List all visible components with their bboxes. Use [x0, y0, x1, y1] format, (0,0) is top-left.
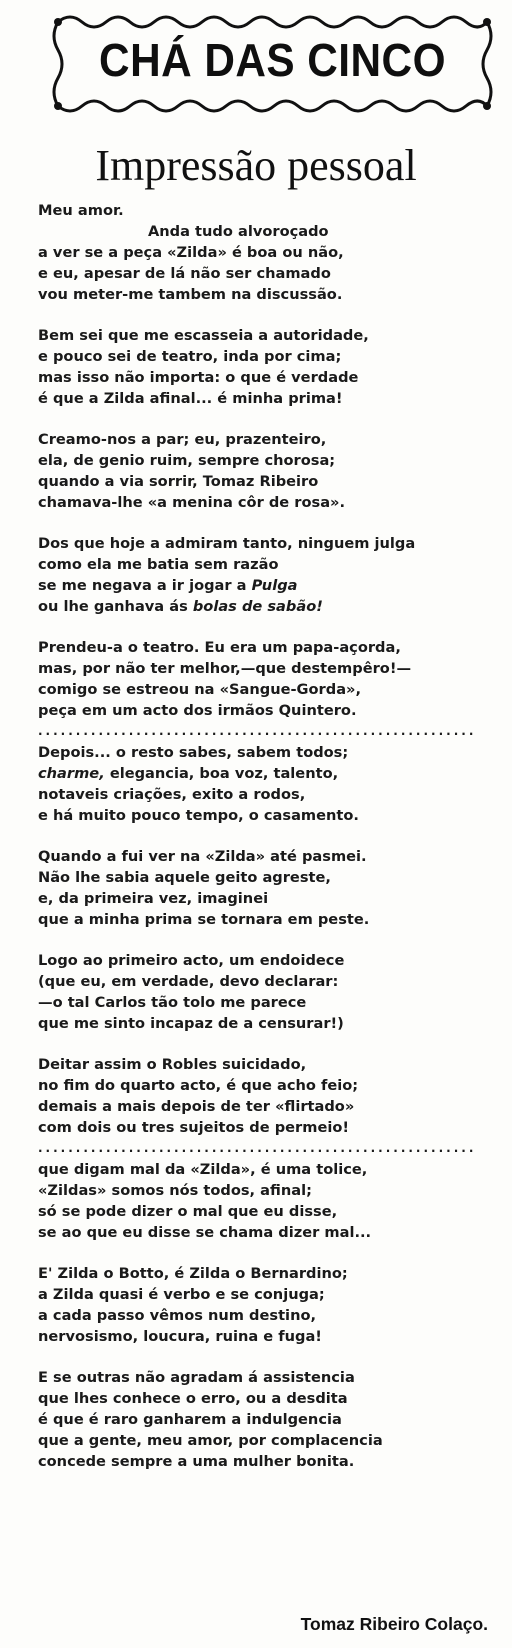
verse-line: e, da primeira vez, imaginei [38, 890, 269, 907]
verse-line: que digam mal da «Zilda», é uma tolice, [38, 1161, 368, 1178]
verse-line: E se outras não agradam á assistencia [38, 1369, 355, 1386]
author-signature: Tomaz Ribeiro Colaço. [300, 1614, 488, 1634]
verse-line: nervosismo, loucura, ruina e fuga! [38, 1328, 322, 1345]
verse-line: a ver se a peça «Zilda» é boa ou não, [38, 244, 344, 261]
verse-line: como ela me batia sem razão [38, 556, 279, 573]
verse-line: peça em um acto dos irmãos Quintero. [38, 702, 357, 719]
verse-line: E' Zilda o Botto, é Zilda o Bernardino; [38, 1265, 348, 1282]
verse-line: mas isso não importa: o que é verdade [38, 369, 359, 386]
verse-line: com dois ou tres sujeitos de permeio! [38, 1119, 350, 1136]
verse-line: é que a Zilda afinal... é minha prima! [38, 390, 343, 407]
verse-line: que a minha prima se tornara em peste. [38, 911, 370, 928]
poem-body [38, 200, 478, 1472]
verse-line: é que é raro ganharem a indulgencia [38, 1411, 342, 1428]
verse-line: no fim do quarto acto, é que acho feio; [38, 1077, 359, 1094]
italic-charme: charme, [38, 765, 105, 782]
verse-line: que lhes conhece o erro, ou a desdita [38, 1390, 348, 1407]
verse-line: charme, elegancia, boa voz, talento, [38, 765, 339, 782]
verse-line: ou lhe ganhava ás bolas de sabão! [38, 598, 323, 615]
verse-line: Deitar assim o Robles suicidado, [38, 1056, 307, 1073]
verse-line: chamava-lhe «a menina côr de rosa». [38, 494, 346, 511]
verse-line: quando a via sorrir, Tomaz Ribeiro [38, 473, 319, 490]
verse-line: que a gente, meu amor, por complacencia [38, 1432, 383, 1449]
verse-line: Creamo-nos a par; eu, prazenteiro, [38, 431, 327, 448]
italic-bolas: bolas de sabão! [192, 598, 323, 615]
verse-line: e há muito pouco tempo, o casamento. [38, 807, 359, 824]
verse-line: vou meter-me tambem na discussão. [38, 286, 343, 303]
article-headline: Impressão pessoal [95, 141, 417, 190]
verse-line: Prendeu-a o teatro. Eu era um papa-açorda, [38, 639, 401, 656]
verse-line: Logo ao primeiro acto, um endoidece [38, 952, 345, 969]
italic-pulga: Pulga [251, 577, 298, 594]
verse-line: a Zilda quasi é verbo e se conjuga; [38, 1286, 325, 1303]
verse-line: se me negava a ir jogar a Pulga [38, 577, 298, 594]
verse-line: e eu, apesar de lá não ser chamado [38, 265, 331, 282]
verse-line: «Zildas» somos nós todos, afinal; [38, 1182, 312, 1199]
verse-line: comigo se estreou na «Sangue-Gorda», [38, 681, 362, 698]
verse-line: a cada passo vêmos num destino, [38, 1307, 317, 1324]
verse-line: notaveis criações, exito a rodos, [38, 786, 306, 803]
verse-line: Quando a fui ver na «Zilda» até pasmei. [38, 848, 367, 865]
verse-line: —o tal Carlos tão tolo me parece [38, 994, 307, 1011]
verse-line: Depois... o resto sabes, sabem todos; [38, 744, 349, 761]
verse-line: e pouco sei de teatro, inda por cima; [38, 348, 342, 365]
verse-line: que me sinto incapaz de a censurar!) [38, 1015, 344, 1032]
masthead [50, 8, 495, 120]
verse-line: só se pode dizer o mal que eu disse, [38, 1203, 338, 1220]
verse-line: Não lhe sabia aquele geito agreste, [38, 869, 331, 886]
verse-line: Dos que hoje a admiram tanto, ninguem julga [38, 535, 416, 552]
dotted-separator: .......................................................... [38, 1141, 477, 1155]
verse-line: mas, por não ter melhor,—que destempêro!— [38, 660, 412, 677]
dotted-separator: .......................................................... [38, 724, 477, 738]
verse-line: Bem sei que me escasseia a autoridade, [38, 327, 369, 344]
verse-line: ela, de genio ruim, sempre chorosa; [38, 452, 336, 469]
verse-line: Anda tudo alvoroçado [148, 223, 329, 240]
salutation: Meu amor. [38, 202, 124, 219]
verse-line: se ao que eu disse se chama dizer mal... [38, 1224, 372, 1241]
masthead-title: CHÁ DAS CINCO [99, 34, 446, 86]
verse-line: demais a mais depois de ter «flirtado» [38, 1098, 355, 1115]
verse-line: (que eu, em verdade, devo declarar: [38, 973, 339, 990]
verse-line: concede sempre a uma mulher bonita. [38, 1453, 355, 1470]
